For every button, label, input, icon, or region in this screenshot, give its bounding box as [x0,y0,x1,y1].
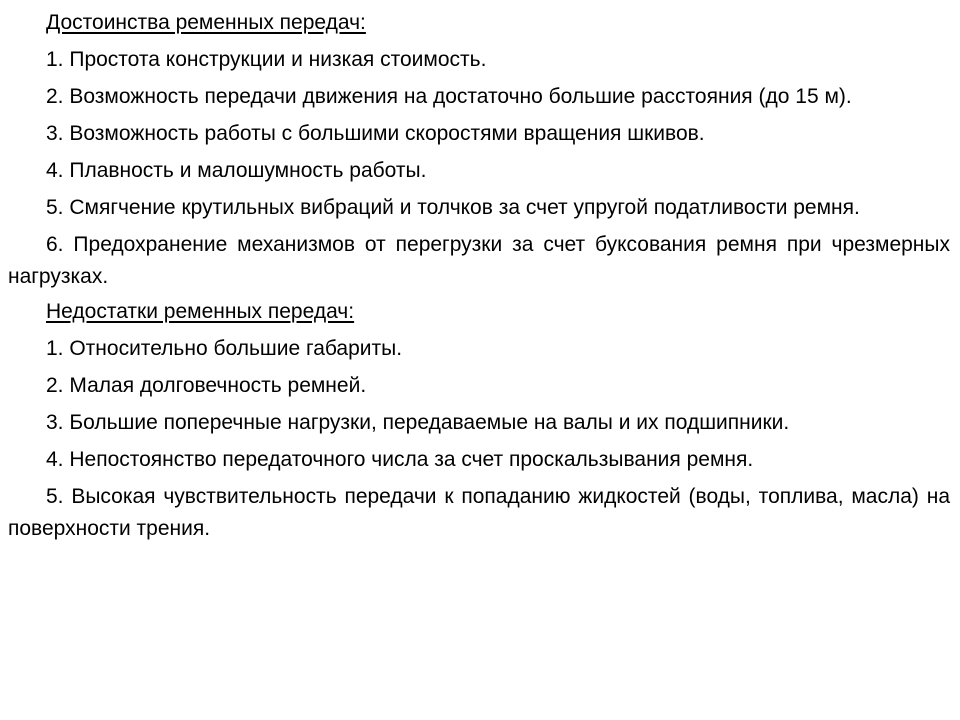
advantage-item-1: 1. Простота конструкции и низкая стоимость. [46,48,487,71]
advantage-item-2: 2. Возможность передачи движения на достаточно большие расстояния (до 15 м). [46,85,852,108]
disadvantage-item-4: 4. Непостоянство передаточного числа за счет проскальзывания ремня. [46,448,754,471]
disadvantage-item-5: 5. Высокая чувствительность передачи к попаданию жидкостей (воды, топлива, масла) на поверхности трения. [8,485,950,540]
disadvantages-heading: Недостатки ременных передач: [46,300,355,323]
disadvantage-item-1: 1. Относительно большие габариты. [46,337,403,360]
advantage-item-4: 4. Плавность и малошумность работы. [46,159,427,182]
advantage-item-6: 6. Предохранение механизмов от перегрузки за счет буксования ремня при чрезмерных нагрузках. [8,233,950,288]
advantage-item-3: 3. Возможность работы с большими скоростями вращения шкивов. [46,122,705,145]
disadvantage-item-3: 3. Большие поперечные нагрузки, передаваемые на валы и их подшипники. [46,411,790,434]
disadvantage-item-2: 2. Малая долговечность ремней. [46,374,367,397]
slide [8,0,950,720]
advantages-heading: Достоинства ременных передач: [46,11,366,34]
advantage-item-5: 5. Смягчение крутильных вибраций и толчков за счет упругой податливости ремня. [46,196,860,219]
